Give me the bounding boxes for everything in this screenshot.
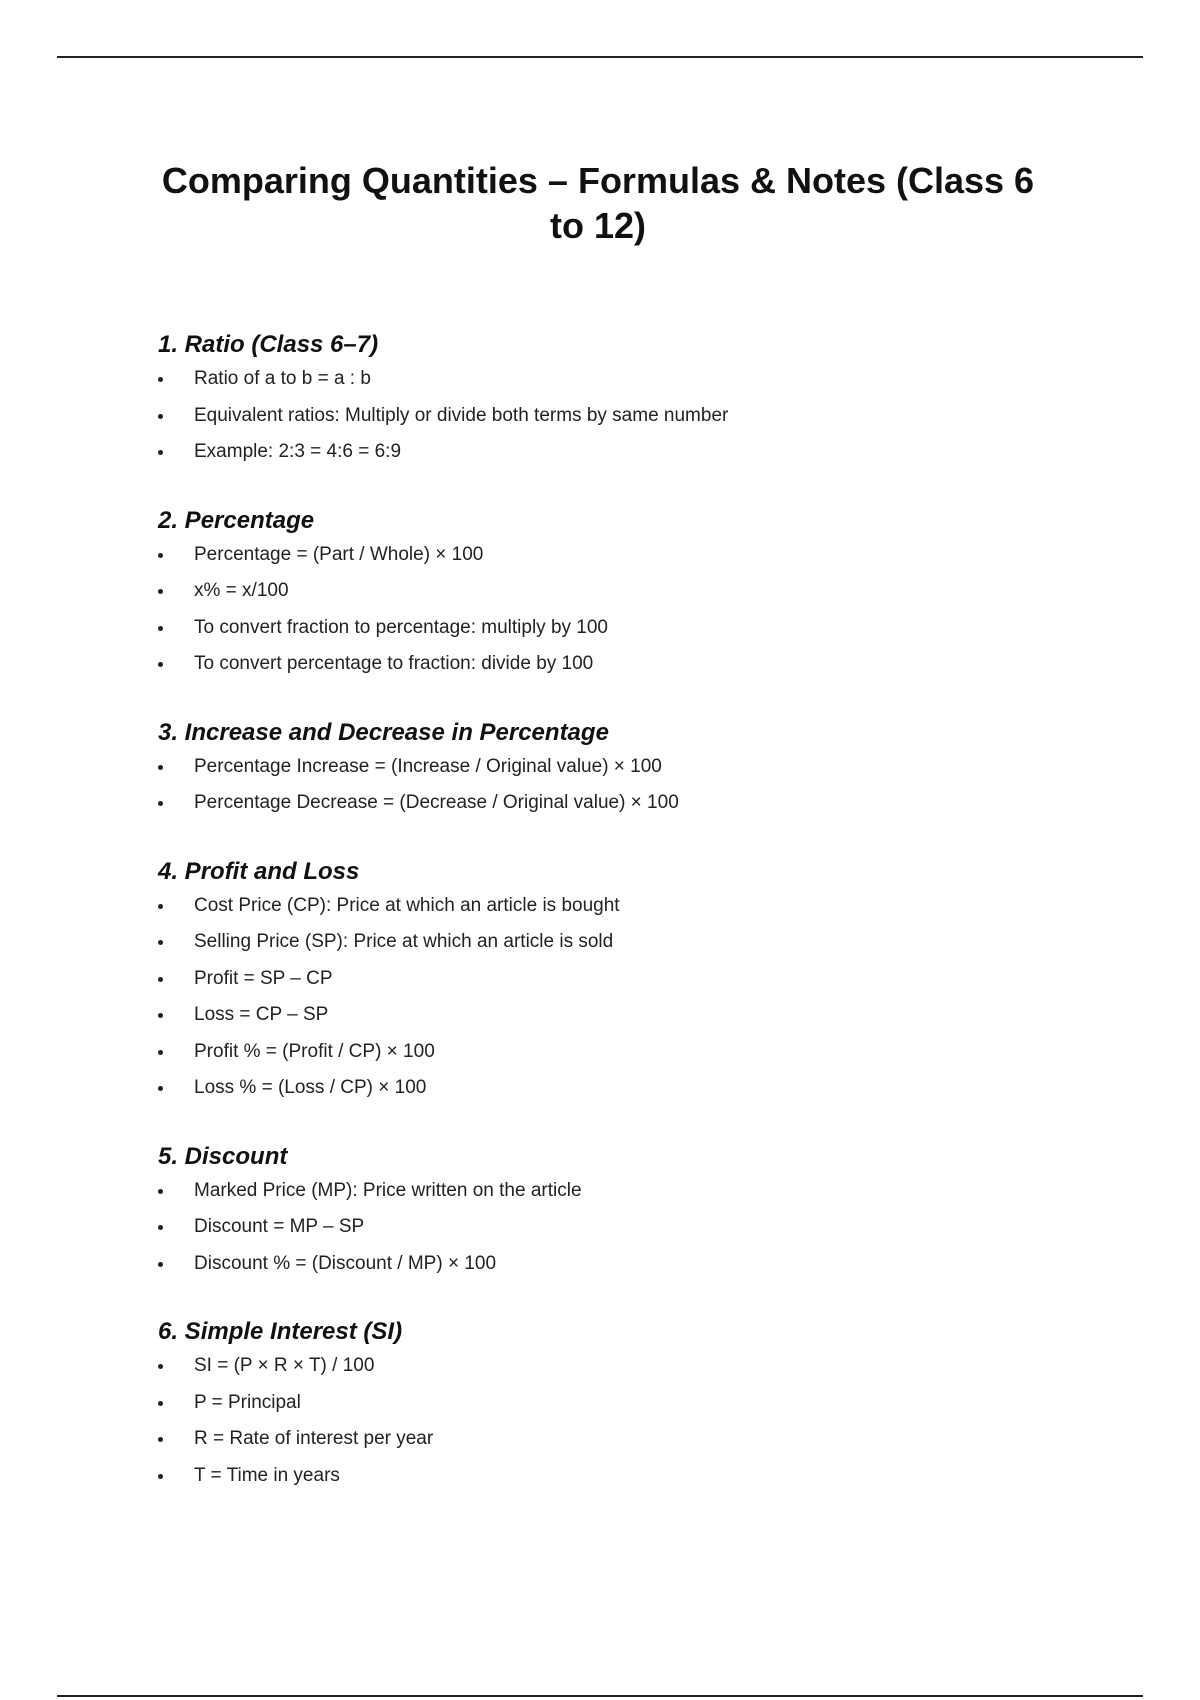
list-item-text: To convert percentage to fraction: divide by 100 [194,653,594,674]
bullet-icon [158,377,163,382]
list-item-text: Selling Price (SP): Price at which an article is sold [194,931,614,952]
list-item [158,755,1058,792]
list-item [158,1003,1058,1040]
list-item-text: Loss % = (Loss / CP) × 100 [194,1077,427,1098]
section-percentage [158,505,1058,689]
bullet-icon [158,1364,163,1369]
section-increase-decrease [158,717,1058,828]
section-heading: 3. Increase and Decrease in Percentage [158,718,609,746]
list-item-text: x% = x/100 [194,580,289,601]
section-profit-loss [158,856,1058,1113]
list-item-text: Marked Price (MP): Price written on the article [194,1179,582,1201]
list-item [158,1391,1058,1428]
bullet-list [158,1354,1058,1500]
list-item-text: Loss = CP – SP [194,1004,329,1025]
bullet-icon [158,1474,163,1479]
list-item-text: Discount = MP – SP [194,1216,365,1237]
list-item-text: Percentage = (Part / Whole) × 100 [194,543,484,565]
bullet-icon [158,662,163,667]
list-item [158,894,1058,931]
bullet-icon [158,1050,163,1055]
section-discount [158,1141,1058,1289]
bullet-icon [158,450,163,455]
bullet-list [158,894,1058,1113]
list-item [158,440,1058,477]
list-item [158,652,1058,689]
bullet-icon [158,1401,163,1406]
bullet-icon [158,1437,163,1442]
bullet-icon [158,1189,163,1194]
list-item [158,1252,1058,1289]
bullet-icon [158,626,163,631]
list-item [158,1215,1058,1252]
list-item [158,1464,1058,1501]
list-item-text: Equivalent ratios: Multiply or divide both terms by same number [194,404,729,426]
bullet-icon [158,801,163,806]
bullet-icon [158,1225,163,1230]
list-item-text: To convert fraction to percentage: multiply by 100 [194,616,609,638]
section-heading: 5. Discount [158,1142,288,1170]
section-heading: 2. Percentage [158,506,315,534]
list-item-text: Ratio of a to b = a : b [194,368,371,389]
list-item-text: Example: 2:3 = 4:6 = 6:9 [194,441,402,462]
bullet-list [158,755,1058,828]
list-item [158,1354,1058,1391]
page-content [158,158,1058,1500]
bullet-icon [158,940,163,945]
list-item-text: Profit % = (Profit / CP) × 100 [194,1040,435,1062]
list-item [158,1076,1058,1113]
list-item-text: P = Principal [194,1391,301,1413]
top-rule [57,56,1143,58]
bullet-icon [158,904,163,909]
list-item [158,404,1058,441]
bullet-icon [158,414,163,419]
list-item-text: Cost Price (CP): Price at which an article is bought [194,894,620,916]
bullet-list [158,543,1058,689]
list-item [158,967,1058,1004]
bullet-icon [158,1086,163,1091]
bullet-icon [158,1013,163,1018]
list-item-text: Profit = SP – CP [194,967,333,989]
bullet-icon [158,1262,163,1267]
list-item [158,1427,1058,1464]
list-item [158,367,1058,404]
bullet-icon [158,589,163,594]
list-item-text: Percentage Increase = (Increase / Original value) × 100 [194,755,662,777]
bullet-icon [158,765,163,770]
page-title: Comparing Quantities – Formulas & Notes (Class 6 to 12) [161,160,1035,246]
bullet-icon [158,977,163,982]
bullet-list [158,1179,1058,1289]
section-heading: 4. Profit and Loss [158,857,360,885]
section-heading: 6. Simple Interest (SI) [158,1318,403,1345]
list-item-text: Percentage Decrease = (Decrease / Original value) × 100 [194,792,679,813]
list-item [158,579,1058,616]
list-item [158,930,1058,967]
section-ratio [158,329,1058,477]
list-item-text: SI = (P × R × T) / 100 [194,1355,375,1376]
section-heading: 1. Ratio (Class 6–7) [158,331,379,358]
list-item [158,543,1058,580]
bottom-rule [57,1695,1143,1697]
list-item [158,791,1058,828]
list-item-text: R = Rate of interest per year [194,1428,434,1449]
list-item [158,616,1058,653]
bullet-list [158,367,1058,477]
list-item [158,1040,1058,1077]
bullet-icon [158,553,163,558]
section-simple-interest [158,1316,1058,1500]
list-item [158,1179,1058,1216]
list-item-text: T = Time in years [194,1464,340,1486]
list-item-text: Discount % = (Discount / MP) × 100 [194,1252,497,1274]
